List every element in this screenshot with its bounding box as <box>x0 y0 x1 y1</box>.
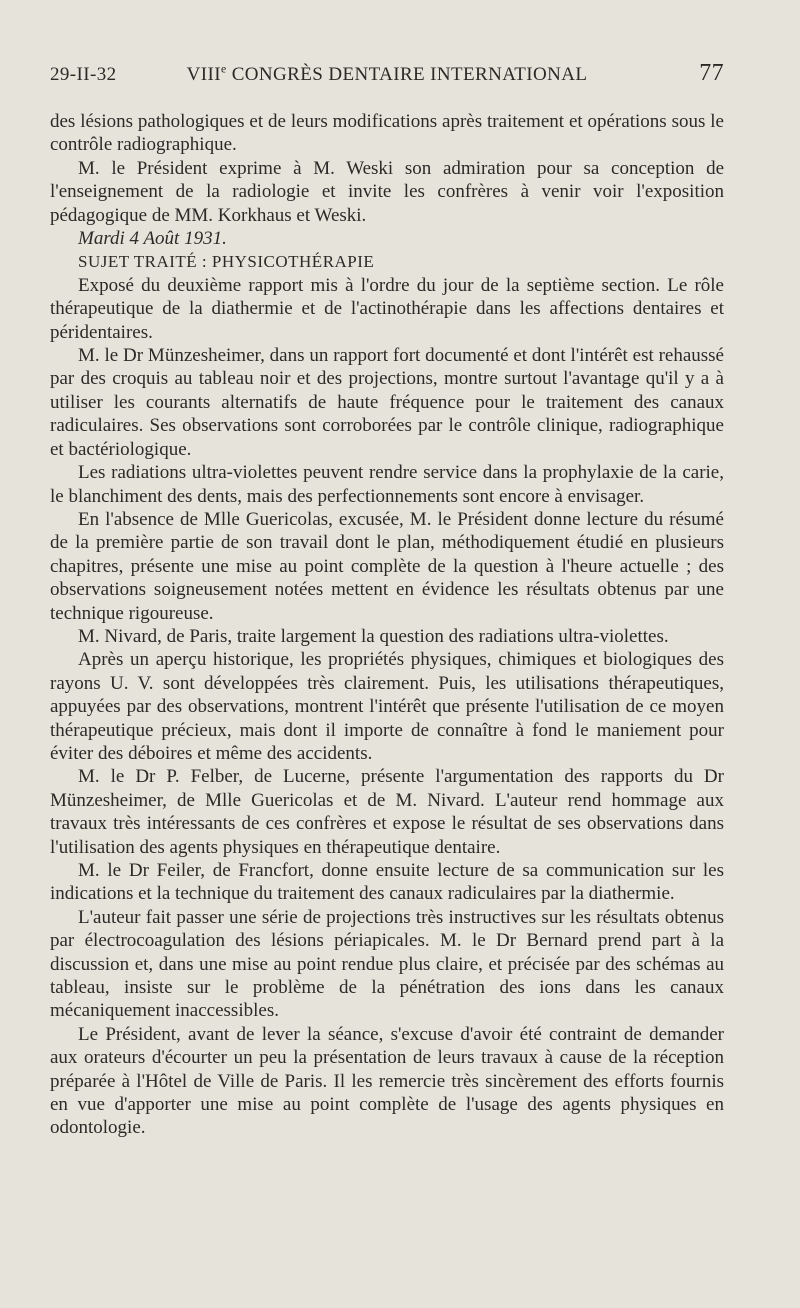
body-text <box>50 110 724 1140</box>
paragraph-felber: M. le Dr P. Felber, de Lucerne, présente l'argumentation des rapports du Dr Münzesheimer, de Mlle Guericolas et de M. Nivard. L'auteur rend hommage aux travaux très intéressants de ces confrères et expose le résultat de ses observations dans l'utilisation des agents physiques en thérapeutique dentaire. <box>50 766 724 858</box>
subject-heading: SUJET TRAITÉ : PHYSICOTHÉRAPIE <box>78 252 375 272</box>
paragraph-continuation: des lésions pathologiques et de leurs modifications après traitement et opérations sous le contrôle radiographique. <box>50 111 724 156</box>
session-date: Mardi 4 Août 1931. <box>78 228 227 250</box>
header-date: 29-II-32 <box>50 64 117 85</box>
paragraph-guericolas: En l'absence de Mlle Guericolas, excusée, M. le Président donne lecture du résumé de la première partie de son travail dont le plan, méthodiquement étudié en plusieurs chapitres, présente une mise au point complète de la question à l'heure actuelle ; des observations soigneusement notées mettent en évidence les résultats obtenus par une technique rigoureuse. <box>50 508 724 624</box>
running-header <box>50 58 724 92</box>
paragraph-nivard: M. Nivard, de Paris, traite largement la question des radiations ultra-violettes. <box>78 625 669 647</box>
paragraph-ultraviolet: Les radiations ultra-violettes peuvent rendre service dans la prophylaxie de la carie, le blanchiment des dents, mais des perfectionnements sont encore à envisager. <box>50 462 724 507</box>
header-title: VIIIe CONGRÈS DENTAIRE INTERNATIONAL <box>186 62 588 85</box>
paragraph-projections: L'auteur fait passer une série de projections très instructives sur les résultats obtenus par électrocoagulation des lésions périapicales. M. le Dr Bernard prend part à la discussion et, dans une mise au point rendue plus claire, et précisée par des schémas au tableau, insiste sur le problème de la pénétration des ions dans les canaux mécaniquement inaccessibles. <box>50 906 724 1022</box>
paragraph-feiler: M. le Dr Feiler, de Francfort, donne ensuite lecture de sa communication sur les indications et la technique du traitement des canaux radiculaires par la diathermie. <box>50 860 724 905</box>
page-number: 77 <box>699 60 724 86</box>
paragraph-apercu-historique: Après un aperçu historique, les propriétés physiques, chimiques et biologiques des rayons U. V. sont développées très clairement. Puis, les utilisations thérapeutiques, appuyées par des observations, montrent l'intérêt que présente l'utilisation de ce moyen thérapeutique précieux, mais dont il importe de connaître à fond le maniement pour éviter des déboires et même des accidents. <box>50 649 724 764</box>
paragraph-president-weski: M. le Président exprime à M. Weski son admiration pour sa conception de l'enseignement de la radiologie et invite les confrères à venir voir l'exposition pédagogique de MM. Korkhaus et Weski. <box>50 157 724 226</box>
paragraph-munzesheimer: M. le Dr Münzesheimer, dans un rapport fort documenté et dont l'intérêt est rehaussé par des croquis au tableau noir et des projections, montre surtout l'avantage qu'il y a à utiliser les courants alternatifs de haute fréquence pour le traitement des canaux radiculaires. Ses observations sont corroborées par le contrôle clinique, radiographique et bactériologique. <box>50 345 724 460</box>
paragraph-second-report: Exposé du deuxième rapport mis à l'ordre du jour de la septième section. Le rôle thérapeutique de la diathermie et de l'actinothérapie dans les affections dentaires et péridentaires. <box>50 274 724 343</box>
paragraph-closing: Le Président, avant de lever la séance, s'excuse d'avoir été contraint de demander aux orateurs d'écourter un peu la présentation de leurs travaux à cause de la réception préparée à l'Hôtel de Ville de Paris. Il les remercie très sincèrement des efforts fournis en vue d'apporter une mise au point complète de l'usage des agents physiques en odontologie. <box>50 1023 724 1139</box>
